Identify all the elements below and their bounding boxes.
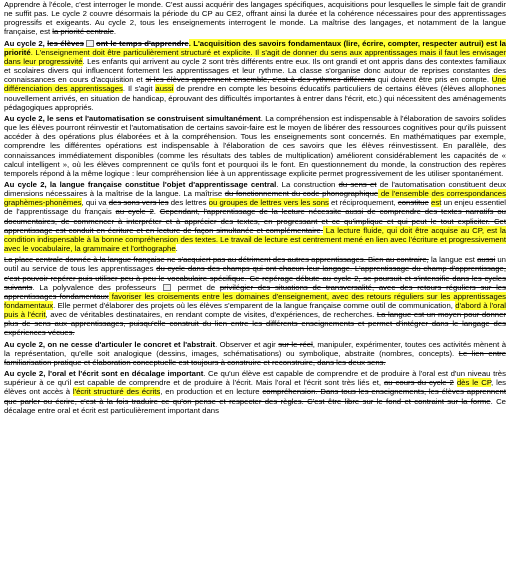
highlighted-insertion: Une différenciation des apprentissages <box>4 75 506 94</box>
deleted-text: constitue <box>397 198 429 208</box>
text-run: permet de <box>172 282 220 292</box>
highlighted-insertion: . L'enseignement doit être particulièrement structuré et explicite. Il s'agit de donner du sens aux apprentissages mais il faut les envisager dans leur progressivité <box>4 47 506 66</box>
text-run: . <box>113 27 117 37</box>
document-body <box>4 0 506 417</box>
text-run: la langue est <box>428 255 478 265</box>
comment-marker-icon <box>163 284 171 291</box>
text-run: . La compréhension est indispensable à l'élaboration de savoirs solides que les élèves pourront réinvestir et l'automatisation de certains savoir-faire est le moyen de libérer des ressources cognitives pour qu'ils puissent accéder à des opérations plus élaborées et à la compréhension. Tous les enseignements sont concernés. En mathématiques par exemple, comprendre les différentes opérations est indispensable à l'élaboration de ces savoirs que les élèves réinvestissent. En parallèle, des connaissances immédiatement disponibles (comme les résultats des tables de multiplication) améliorent considérablement les capacités de « calcul intelligent », où les élèves comprennent ce qu'ils font et pourquoi ils le font. En questionnement du monde, la construction des repères temporels répond à la même logique : leur compréhension liée à un apprentissage explicite permet progressivement de les utiliser spontanément. <box>4 113 506 178</box>
text-run: qui doivent être pris en compte. <box>375 75 492 85</box>
highlighted-insertion: l'écrit structuré des écrits <box>72 387 161 397</box>
highlighted-insertion: . L'acquisition des savoirs fondamentaux (lire, écrire, compter, respecter autrui) est la priorité <box>4 38 506 57</box>
text-run: un outil au service de tous les apprentissages <box>4 255 506 274</box>
bold-heading-text: Au cycle 2, la langue française constitue l'objet d'apprentissage central <box>4 179 277 189</box>
text-run: , manipuler, expérimenter, toutes ces activités mènent à la représentation, qu'elle soit analogique (dessins, images, schématisations) ou symbolique, abstraite (nombres, concepts). <box>4 339 507 358</box>
text-run: . <box>153 207 160 217</box>
deleted-text: du fonctionnement du code phonographique <box>224 189 379 199</box>
text-run: Apprendre à l'école, c'est interroger le monde. C'est aussi acquérir des langages spécifiques, acquisitions pour lesquelles le simple fait de grandir ne suffit pas. Le cycle 2 couvre désormais la période du CP au CE2, offrant ainsi la durée et la cohérence nécessaires pour des apprentissages progressifs et exigeants. Au cycle 2, tous les enseignements interrogent le monde. La maîtrise des langages, et notamment de la langue française, est <box>4 0 506 37</box>
paragraph <box>4 340 506 367</box>
deleted-text: du sens et <box>338 179 377 189</box>
text-run: . <box>175 244 178 254</box>
deleted-text: au cours du cycle 2 <box>383 378 454 388</box>
paragraph <box>4 180 506 253</box>
text-run: , avec de véritables destinataires, en rendant compte de visites, d'expériences, de recherches. <box>45 310 377 320</box>
bold-heading-text: Au cycle 2, l'oral et l'écrit sont en décalage important <box>4 369 204 379</box>
bold-heading-text: Au cycle 2, le sens et l'automatisation se construisent simultanément <box>4 113 261 123</box>
paragraph <box>4 114 506 178</box>
deleted-text: Le lien entre familiarisation pratique et élaboration conceptuelle est toujours à construire et reconstruire, dans les deux sens. <box>4 348 507 367</box>
text-run: , en production et en lecture <box>160 387 263 397</box>
text-run: . Il s'agit <box>122 84 156 94</box>
highlighted-insertion: La lecture fluide, qui doit être acquise au CP, est la condition indispensable à la bonne compréhension des textes. Le travail de lecture est centrement mené en lien avec l'écriture et progressivement avec le vocabulaire, la grammaire et l'orthographe <box>4 225 506 254</box>
deleted-text: compréhension. Dans tous les enseignements, les élèves apprennent que parler ou écrire, c'est à la fois traduire ce qu'on pense et respecter des règles. C'est être libre sur le fond et contraint sur la forme <box>4 387 506 406</box>
text-run: de prendre en compte les besoins éducatifs particuliers de certains élèves (élèves allophones nouvellement arrivés, en situation de handicap, éprouvant des difficultés importantes à entrer dans l'écrit, etc.) qui nécessitent des aménagements pédagogiques appropriés. <box>4 84 506 112</box>
text-run: . Ce qu'un élève est capable de comprendre et de produire à l'oral est d'un niveau très supérieur à ce qu'il est capable de comprendre et de produire à l'écrit. Mais l'oral et l'écrit sont très liés et, <box>4 369 506 388</box>
deleted-text: des sons vers les <box>108 198 169 208</box>
paragraph <box>4 0 506 37</box>
text-run: des lettres <box>168 198 209 208</box>
comment-marker-icon <box>86 40 94 47</box>
text-run: . La polyvalence des professeurs <box>32 282 161 292</box>
text-run: , les élèves ont accès à <box>4 378 506 397</box>
text-run: et réciproquement, <box>328 198 398 208</box>
highlighted-insertion: favoriser les croisements entre les domaines d'enseignement, avec des retours réguliers sur les apprentissages fondamentaux <box>4 291 506 310</box>
text-run: , qui va <box>81 198 109 208</box>
deleted-text: ont le temps d'apprendre <box>95 38 189 48</box>
deleted-text: du cycle dans des champs qui ont chacun leur langage. L'apprentissage du champ d'apprentissage, c'est pouvoir repérer puis utiliser peu à peu le vocabulaire spécifique. Ce repérage débute au cycle 2, se poursuit et s'intensifie dans les cycles suivants <box>4 264 506 292</box>
deleted-text: aussi <box>477 255 496 265</box>
deleted-text: si les élèves apprennent ensemble, c'est à des rythmes différents <box>145 75 376 85</box>
bold-heading-text: Au cycle 2, on ne cesse d'articuler le concret et l'abstrait <box>4 339 216 349</box>
text-run: de l'automatisation constituent deux dimensions nécessaires à la maîtrise de la langue. La maîtrise <box>4 179 506 199</box>
deleted-text: au cycle 2 <box>115 207 154 217</box>
highlighted-insertion: est <box>431 198 442 208</box>
deleted-text: privilégier des situations de transversalité, avec des retours réguliers sur les apprentissages fondamentaux <box>4 282 506 301</box>
highlighted-insertion: d'abord à l'oral puis à l'écrit <box>4 301 506 320</box>
highlighted-insertion: dès le CP <box>456 378 491 388</box>
paragraph <box>4 369 506 415</box>
deleted-text: sur le réel <box>278 339 313 349</box>
text-run: . Elle permet d'élaborer des projets où les élèves s'emparent de la langue française comme outil de communication, <box>53 301 456 310</box>
highlighted-insertion: ou groupes de lettres vers les sons <box>208 198 329 208</box>
text-run: . Ce décalage entre oral et écrit est particulièrement important dans <box>4 396 506 415</box>
deleted-text: la priorité centrale <box>52 27 114 37</box>
highlighted-insertion: aussi <box>155 84 174 94</box>
bold-heading-text: Au cycle 2, <box>4 38 48 48</box>
deleted-text: La langue est un moyen pour donner plus de sens aux apprentissages, puisqu'elle construit du lien entre les différents enseignements et permet d'intégrer dans le langage des expériences vécues. <box>4 310 506 338</box>
deleted-text: La place centrale donnée à la langue française ne s'acquiert pas au détriment des autres apprentissages. Bien au contraire, <box>4 255 429 265</box>
paragraph <box>4 255 506 337</box>
text-run: . Observer et agir <box>215 339 279 349</box>
text-run: . Les enfants qui arrivent au cycle 2 sont très différents entre eux. Ils ont grandi et ont appris dans des contextes familiaux et scolaires divers qui influencent fortement les apprentissages et leur rythme. La classe s'organise donc autour de reprises constantes des connaissances en cours d'acquisition et <box>4 56 506 85</box>
deleted-text: Cependant, l'apprentissage de la lecture nécessite aussi de comprendre des textes narratifs ou documentaires, de commencer à interpréter et à apprécier des textes, en progressant et ce qu'implique et qui peut le tout expliciter. Cet apprentissage est conduit en écriture et en lecture de façon simultanée et complémentaire. <box>4 207 506 235</box>
paragraph <box>4 39 506 112</box>
deleted-text: les élèves <box>47 38 84 48</box>
text-run: . La construction <box>276 179 339 189</box>
highlighted-insertion: de l'ensemble des correspondances graphèmes-phonèmes <box>4 189 506 208</box>
text-run: un enjeu essentiel de l'apprentissage du français <box>4 198 506 217</box>
